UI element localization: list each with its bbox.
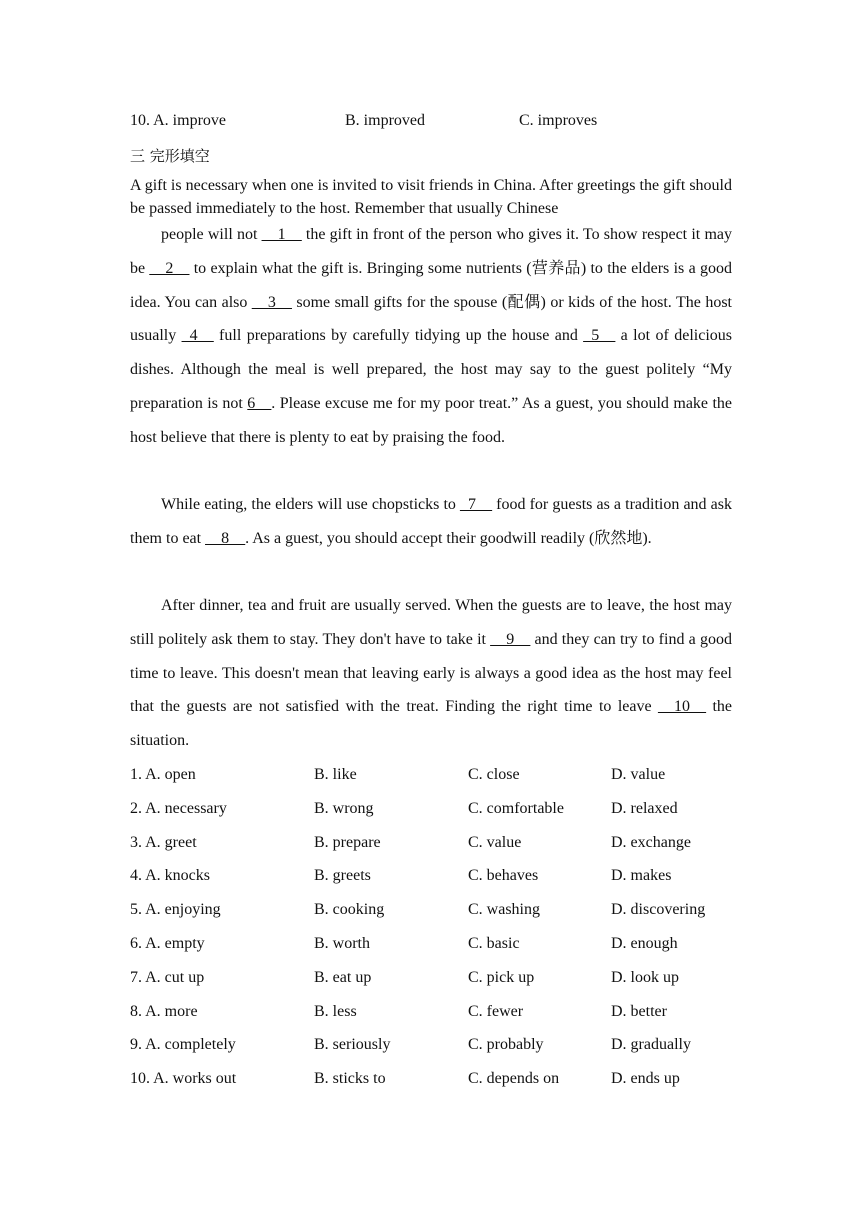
question-8-option-a: 8. A. more [130, 1002, 198, 1020]
blank-2: __2__ [149, 259, 190, 277]
question-9-option-b: B. seriously [314, 1036, 391, 1054]
question-8-option-c: C. fewer [468, 1002, 524, 1020]
question-4-option-d: D. makes [611, 867, 672, 885]
question-8-option-d: D. better [611, 1002, 667, 1020]
prev-option-a: A. improve [153, 112, 226, 129]
passage-text: and they can try to find a good time to leave. This doesn't mean that leaving early is always a good idea as the host may feel that the guests are not satisfied with the treat. Finding the right time to leave [130, 630, 732, 716]
question-3-option-d: D. exchange [611, 833, 691, 851]
question-6-option-a: 6. A. empty [130, 935, 205, 952]
question-10-option-a: 10. A. works out [130, 1070, 237, 1088]
question-7-option-a: 7. A. cut up [130, 968, 205, 986]
question-6-option-d: D. enough [611, 935, 678, 952]
passage-text: After dinner, tea and fruit are usually served. When the guests are to leave, the host may still politely ask them to stay. They don't have to take it [130, 597, 732, 648]
blank-1: __1__ [261, 226, 302, 243]
section-heading: 三 完形填空 [130, 147, 210, 165]
question-2-option-d: D. relaxed [611, 799, 678, 817]
question-3-option-b: B. prepare [314, 833, 381, 851]
question-9-option-a: 9. A. completely [130, 1036, 236, 1054]
question-1-option-a: 1. A. open [130, 766, 196, 783]
question-7-option-c: C. pick up [468, 968, 535, 986]
passage-text: full preparations by carefully tidying up the house and [213, 327, 584, 345]
question-3-option-c: C. value [468, 833, 522, 851]
passage-intro: A gift is necessary when one is invited to visit friends in China. After greetings the gift should be passed immediately to the host. Remember that usually Chinese [130, 177, 732, 217]
question-5-option-a: 5. A. enjoying [130, 901, 221, 919]
question-5-option-b: B. cooking [314, 901, 385, 919]
passage-text: a lot of delicious dishes. Although the meal is well prepared, the host may say to the guest politely “My preparation is not [130, 327, 732, 412]
blank-9: __9__ [490, 630, 531, 648]
question-10-option-c: C. depends on [468, 1070, 560, 1088]
blank-5: _5__ [583, 327, 616, 345]
blank-3: __3__ [251, 293, 292, 311]
prev-option-b: B. improved [345, 112, 425, 129]
passage-text: to explain what the gift is. Bringing some nutrients (营养品) to the elders is a good idea. You can also [130, 259, 732, 311]
prev-question [130, 112, 226, 130]
question-6-option-b: B. worth [314, 935, 370, 952]
question-1-option-d: D. value [611, 766, 666, 783]
prev-question-number: 10. [130, 112, 150, 129]
passage-text: people will not [161, 226, 262, 243]
passage-text: . As a guest, you should accept their goodwill readily (欣然地). [245, 529, 652, 547]
question-9-option-c: C. probably [468, 1036, 544, 1054]
blank-8: __8__ [205, 529, 246, 547]
question-10-option-b: B. sticks to [314, 1070, 386, 1088]
blank-10: __10__ [658, 698, 707, 716]
passage-paragraph-2 [130, 488, 732, 556]
question-10-option-d: D. ends up [611, 1070, 680, 1088]
question-5-option-d: D. discovering [611, 901, 706, 919]
passage-text: While eating, the elders will use chopsticks to [161, 496, 461, 513]
question-5-option-c: C. washing [468, 901, 540, 919]
question-7-option-b: B. eat up [314, 968, 372, 986]
passage-text: some small gifts for the spouse (配偶) or kids of the host. The host usually [130, 293, 732, 345]
question-3-option-a: 3. A. greet [130, 833, 197, 851]
question-1-option-c: C. close [468, 766, 520, 783]
blank-4: _4__ [181, 327, 214, 345]
question-2-option-a: 2. A. necessary [130, 799, 227, 817]
question-4-option-b: B. greets [314, 867, 371, 885]
question-8-option-b: B. less [314, 1002, 357, 1020]
blank-6: 6__ [247, 394, 272, 412]
question-9-option-d: D. gradually [611, 1036, 691, 1054]
question-7-option-d: D. look up [611, 968, 679, 986]
question-4-option-c: C. behaves [468, 867, 539, 885]
question-1-option-b: B. like [314, 766, 357, 783]
passage-text: . Please excuse me for my poor treat.” As a guest, you should make the host believe that there is plenty to eat by praising the food. [130, 394, 733, 446]
passage-text: the gift in front of the person who gives it. To show respect it may be [130, 226, 733, 277]
question-4-option-a: 4. A. knocks [130, 867, 210, 885]
question-6-option-c: C. basic [468, 935, 520, 952]
passage-paragraph-3 [130, 589, 732, 758]
passage-text: the situation. [130, 698, 733, 750]
question-2-option-c: C. comfortable [468, 799, 564, 817]
question-2-option-b: B. wrong [314, 799, 374, 817]
prev-option-c: C. improves [519, 112, 598, 129]
blank-7: _7__ [460, 496, 493, 513]
passage-paragraph-1 [130, 218, 732, 455]
passage-text: food for guests as a tradition and ask them to eat [130, 496, 732, 547]
